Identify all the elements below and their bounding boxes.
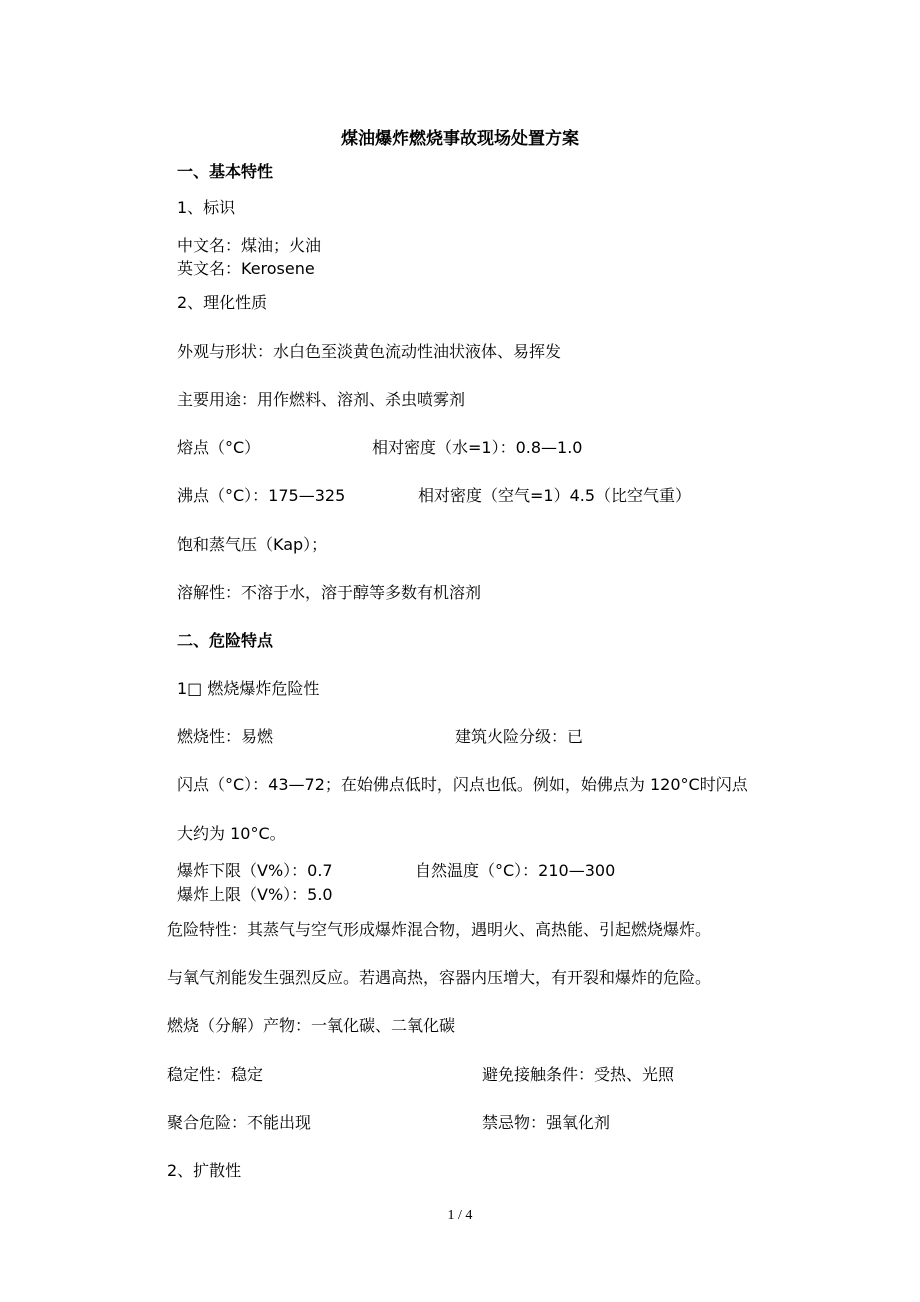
relative-density-water: 相对密度（水=1）：0.8—1.0 [372, 438, 583, 457]
subsection-identification: 1、标识 [177, 198, 236, 217]
melting-point: 熔点（°C） [177, 438, 261, 457]
explosion-lower-limit: 爆炸下限（V%）：0.7 [177, 861, 333, 880]
explosion-upper-limit: 爆炸上限（V%）：5.0 [177, 885, 333, 904]
subsection-properties: 2、理化性质 [177, 293, 268, 312]
incompatible-materials: 禁忌物：强氧化剂 [482, 1113, 611, 1132]
subsection-diffusion: 2、扩散性 [167, 1161, 242, 1180]
autoignition-temperature: 自然温度（°C）：210—300 [415, 861, 616, 880]
document-title: 煤油爆炸燃烧事故现场处置方案 [341, 129, 579, 149]
hazard-characteristics-line-2: 与氧气剂能发生强烈反应。若遇高热，容器内压增大，有开裂和爆炸的危险。 [167, 968, 712, 987]
english-name: 英文名：Kerosene [177, 259, 315, 278]
hazard-characteristics-line-1: 危险特性：其蒸气与空气形成爆炸混合物，遇明火、高热能、引起燃烧爆炸。 [167, 920, 712, 939]
subsection-explosion-hazard: 1□ 燃烧爆炸危险性 [177, 679, 320, 698]
flammability: 燃烧性：易燃 [177, 727, 274, 746]
avoid-conditions: 避免接触条件：受热、光照 [482, 1065, 675, 1084]
section-1-heading: 一、基本特性 [177, 162, 274, 181]
solubility: 溶解性：不溶于水，溶于醇等多数有机溶剂 [177, 583, 482, 602]
stability: 稳定性：稳定 [167, 1065, 264, 1084]
appearance: 外观与形状：水白色至淡黄色流动性油状液体、易挥发 [177, 342, 562, 361]
polymerization-hazard: 聚合危险：不能出现 [167, 1113, 312, 1132]
vapor-pressure: 饱和蒸气压（Kap）； [177, 535, 328, 554]
page-indicator: 1 / 4 [447, 1208, 473, 1223]
boiling-point: 沸点（°C）：175—325 [177, 486, 346, 505]
chinese-name: 中文名：煤油；火油 [177, 236, 322, 255]
section-2-heading: 二、危险特点 [177, 631, 274, 650]
fire-hazard-class: 建筑火险分级：已 [455, 727, 584, 746]
flash-point-line-2: 大约为 10°C。 [177, 824, 286, 843]
relative-density-air: 相对密度（空气=1）4.5（比空气重） [418, 486, 692, 505]
flash-point-line-1: 闪点（°C）：43—72；在始佛点低时，闪点也低。例如，始佛点为 120°C时闪点 [177, 775, 748, 794]
usage: 主要用途：用作燃料、溶剂、杀虫喷雾剂 [177, 390, 466, 409]
combustion-products: 燃烧（分解）产物：一氧化碳、二氧化碳 [167, 1016, 456, 1035]
